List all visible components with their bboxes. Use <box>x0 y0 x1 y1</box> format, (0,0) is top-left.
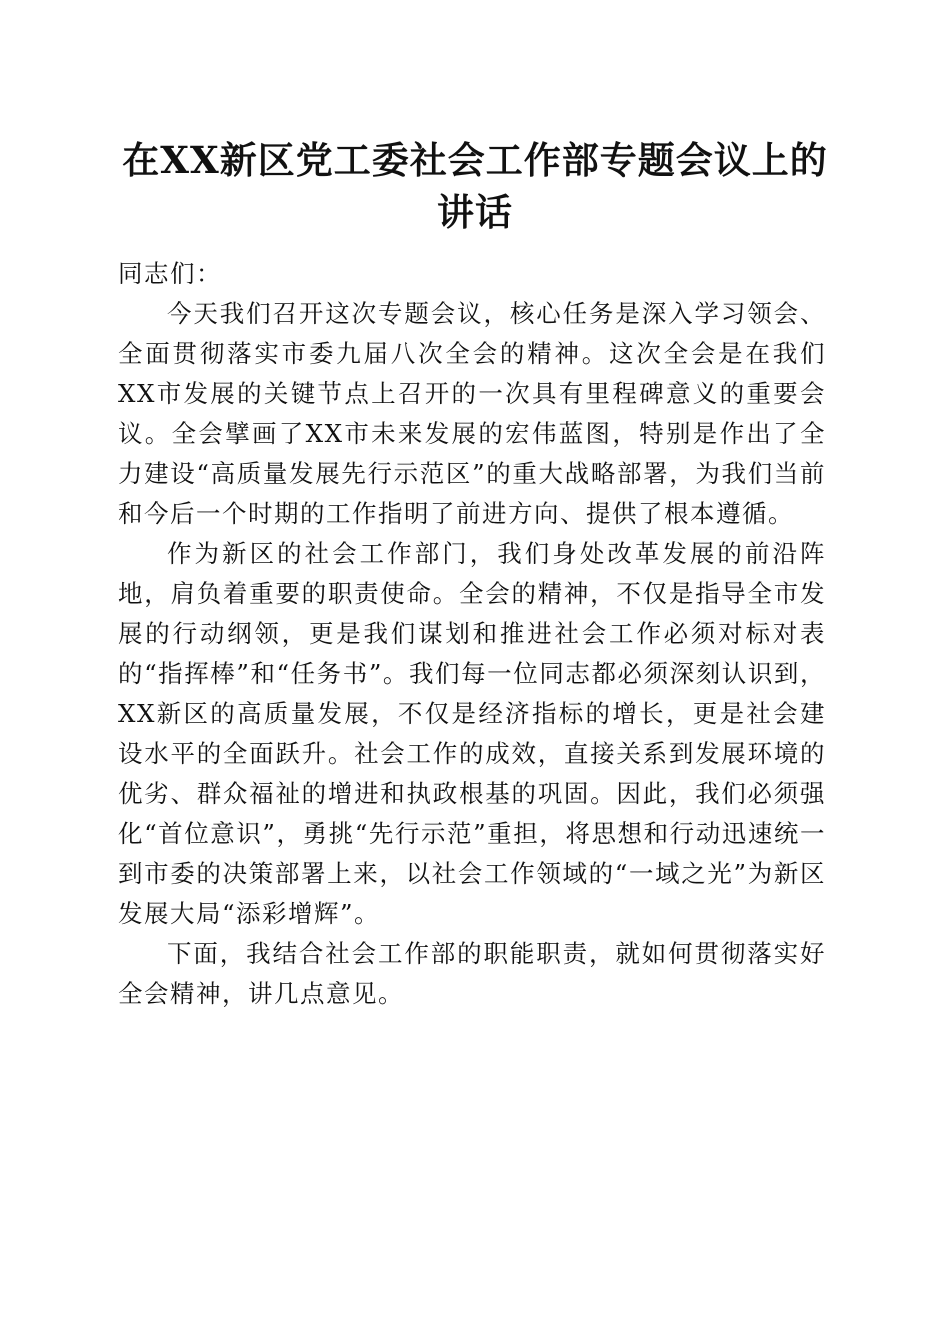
document-body <box>118 254 826 1014</box>
paragraph-1: 今天我们召开这次专题会议，核心任务是深入学习领会、全面贯彻落实市委九届八次全会的精神。这次全会是在我们XX市发展的关键节点上召开的一次具有里程碑意义的重要会议。全会擘画了XX市未来发展的宏伟蓝图，特别是作出了全力建设“高质量发展先行示范区”的重大战略部署，为我们当前和今后一个时期的工作指明了前进方向、提供了根本遵循。 <box>118 299 826 528</box>
page-title: 在XX新区党工委社会工作部专题会议上的讲话 <box>122 138 828 234</box>
salutation: 同志们： <box>118 259 222 288</box>
paragraph-3: 下面，我结合社会工作部的职能职责，就如何贯彻落实好全会精神，讲几点意见。 <box>118 939 826 1008</box>
paragraph-2: 作为新区的社会工作部门，我们身处改革发展的前沿阵地，肩负着重要的职责使命。全会的精神，不仅是指导全市发展的行动纲领，更是我们谋划和推进社会工作必须对标对表的“指挥棒”和“任务书”。我们每一位同志都必须深刻认识到，XX新区的高质量发展，不仅是经济指标的增长，更是社会建设水平的全面跃升。社会工作的成效，直接关系到发展环境的优劣、群众福祉的增进和执政根基的巩固。因此，我们必须强化“首位意识”，勇挑“先行示范”重担，将思想和行动迅速统一到市委的决策部署上来，以社会工作领域的“一域之光”为新区发展大局“添彩增辉”。 <box>118 539 826 928</box>
